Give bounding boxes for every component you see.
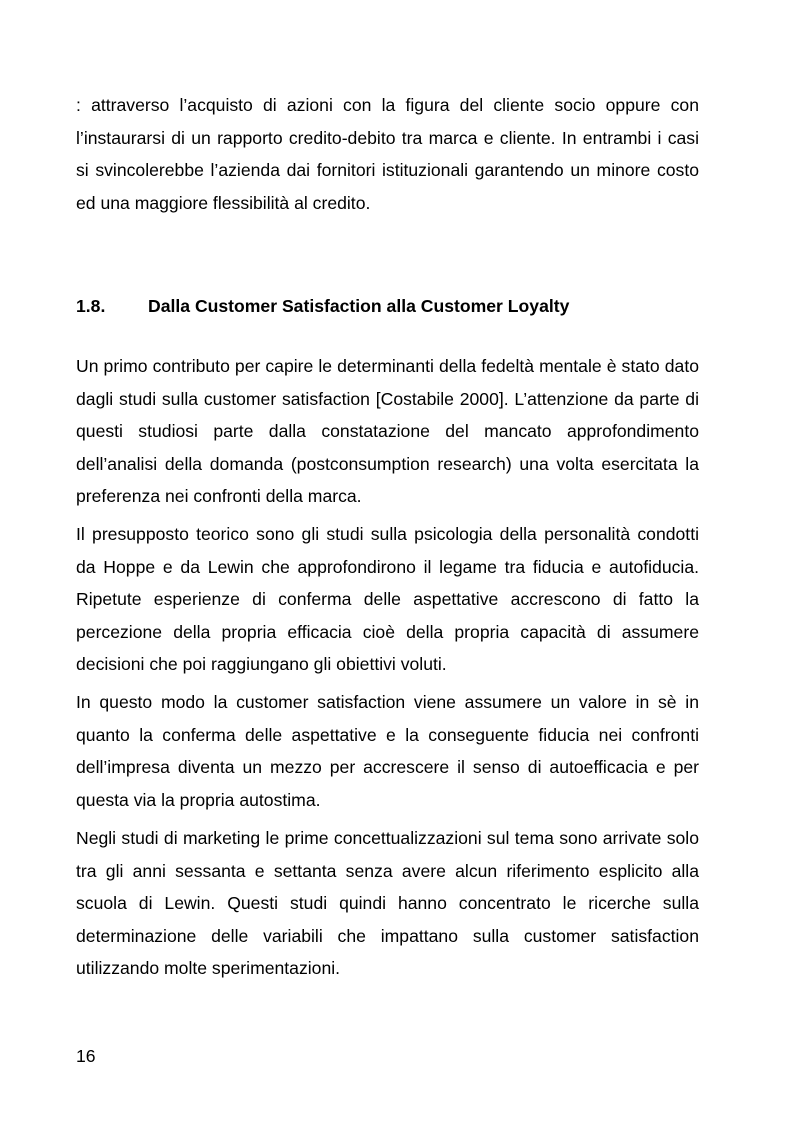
paragraph-theoretical-basis: Il presupposto teorico sono gli studi sulla psicologia della personalità condotti da Hoppe e da Lewin che approfondirono il legame tra fiducia e autofiducia. Ripetute esperienze di conferma delle aspettative accrescono di fatto la percezione della propria efficacia cioè della propria capacità di assumere decisioni che poi raggiungano gli obiettivi voluti. — [76, 524, 699, 675]
page-number: 16 — [76, 1046, 96, 1066]
paragraph-self-efficacy: In questo modo la customer satisfaction viene assumere un valore in sè in quanto la conferma delle aspettative e la conseguente fiducia nei confronti dell’impresa diventa un mezzo per accrescere il senso di autoefficacia e per questa via la propria autostima. — [76, 692, 699, 810]
section-number: 1.8. — [76, 296, 106, 316]
section-title: Dalla Customer Satisfaction alla Customer Loyalty — [148, 296, 570, 316]
section-heading — [76, 292, 569, 320]
paragraph-marketing-studies: Negli studi di marketing le prime concettualizzazioni sul tema sono arrivate solo tra gli anni sessanta e settanta senza avere alcun riferimento esplicito alla scuola di Lewin. Questi studi quindi hanno concentrato le ricerche sulla determinazione delle variabili che impattano sulla customer satisfaction utilizzando molte sperimentazioni. — [76, 828, 699, 979]
paragraph-intro-continuation: : attraverso l’acquisto di azioni con la figura del cliente socio oppure con l’instaurarsi di un rapporto credito-debito tra marca e cliente. In entrambi i casi si svincolerebbe l’azienda dai fornitori istituzionali garantendo un minore costo ed una maggiore flessibilità al credito. — [76, 95, 699, 213]
paragraph-first-contribution: Un primo contributo per capire le determinanti della fedeltà mentale è stato dato dagli studi sulla customer satisfaction [Costabile 2000]. L’attenzione da parte di questi studiosi parte dalla constatazione del mancato approfondimento dell’analisi della domanda (postconsumption research) una volta esercitata la preferenza nei confronti della marca. — [76, 356, 699, 507]
